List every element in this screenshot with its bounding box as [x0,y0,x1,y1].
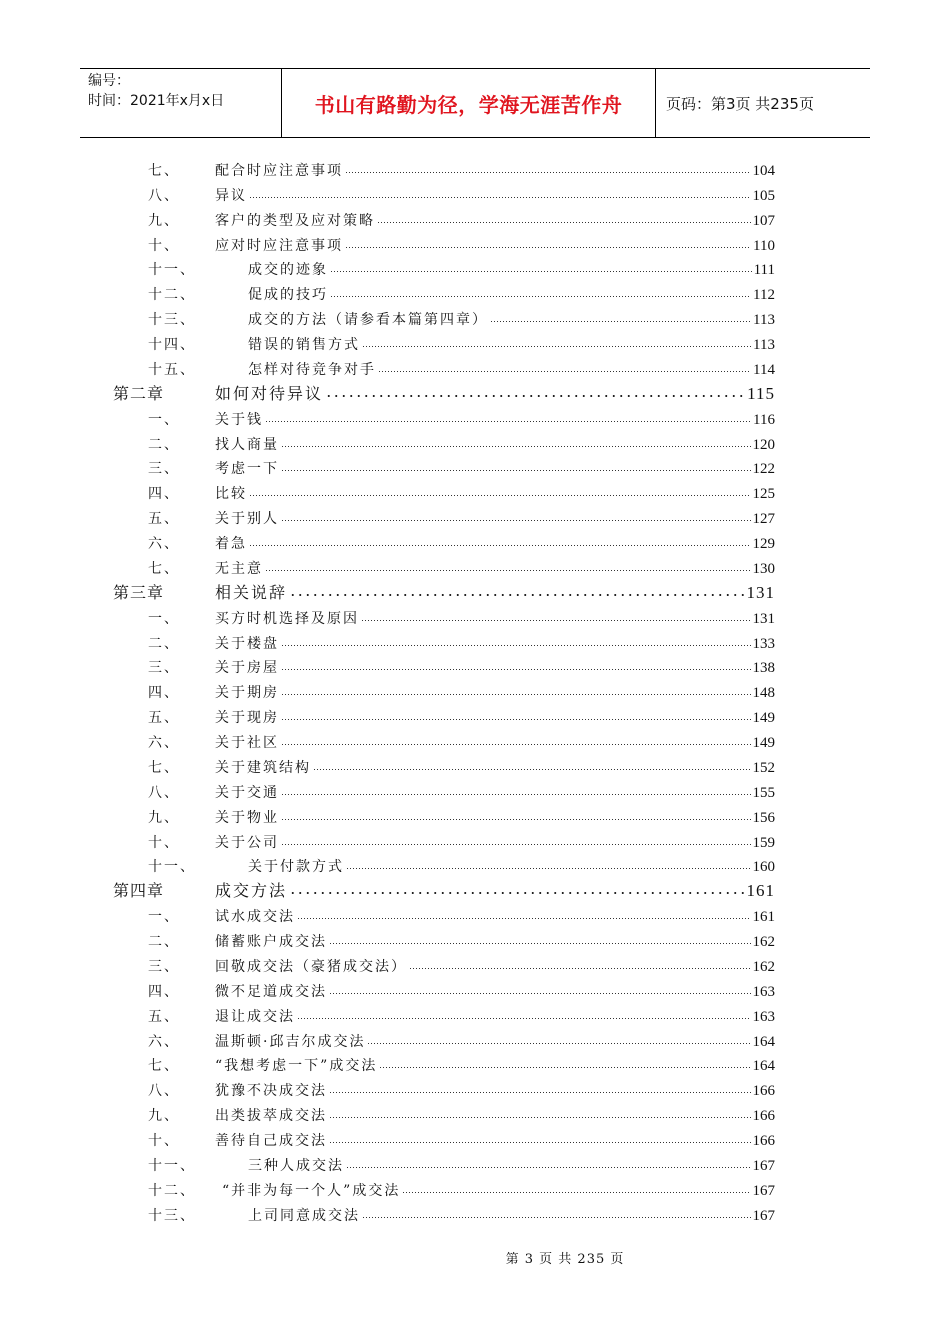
toc-leader-dots [379,1066,750,1069]
toc-leader-dots [281,843,751,846]
toc-number: 九、 [148,809,180,826]
toc-title: 如何对待异议 [215,383,324,403]
toc-leader-dots [362,1216,751,1219]
toc-row[interactable] [0,756,950,781]
toc-page-number: 115 [747,383,775,403]
toc-title: 着急 [215,536,247,552]
toc-chapter-row[interactable] [0,582,950,607]
toc-number: 七、 [148,1058,180,1075]
toc-page-number: 111 [753,262,775,279]
toc-leader-dots [281,519,751,522]
toc-page-number: 113 [753,312,775,329]
toc-number: 十、 [148,834,180,851]
toc-row[interactable] [0,1179,950,1204]
toc-title: 成交方法 [215,881,288,901]
toc-title: 找人商量 [215,436,279,453]
toc-row[interactable] [0,1005,950,1030]
toc-entry [215,381,775,404]
toc-page-number: 129 [752,536,775,552]
toc-page-number: 107 [752,212,775,229]
toc-title: 成交的方法（请参看本篇第四章） [248,312,488,329]
toc-number: 十三、 [148,1207,196,1224]
toc-number: 六、 [148,735,180,751]
toc-entry [215,878,775,901]
toc-page-number: 131 [746,582,775,602]
toc-title: 关于房屋 [215,660,279,677]
toc-page-number: 105 [752,187,775,204]
toc-entry [248,856,775,876]
time-label: 时间：2021年x月x日 [88,93,225,109]
toc-title: 关于付款方式 [248,859,344,876]
toc-entry [215,1055,775,1075]
toc-entry [215,782,775,802]
toc-title: 买方时机选择及原因 [215,610,359,627]
toc-title: 储蓄账户成交法 [215,934,327,950]
toc-title: 关于社区 [215,735,279,751]
toc-row[interactable] [0,333,950,358]
toc-page-number: 166 [752,1083,775,1100]
toc-number: 五、 [148,511,180,528]
toc-row[interactable] [0,358,950,383]
toc-page-number: 138 [752,660,775,677]
toc-row[interactable] [0,184,950,209]
header-meta [80,69,282,137]
toc-number: 一、 [148,909,180,926]
toc-page-number: 130 [752,560,775,577]
toc-number: 二、 [148,934,180,950]
toc-entry [215,906,775,926]
toc-number: 十五、 [148,361,196,378]
toc-chapter-row[interactable] [0,880,950,905]
toc-row[interactable] [0,955,950,980]
toc-row[interactable] [0,458,950,483]
toc-page-number: 127 [752,511,775,528]
toc-title: 配合时应注意事项 [215,162,343,179]
toc-leader-dots [329,1141,751,1144]
toc-number: 第二章 [113,383,165,403]
toc-entry [215,682,775,702]
toc-leader-dots [297,1017,751,1020]
toc-number: 十、 [148,237,180,254]
toc-number: 十、 [148,1133,180,1149]
toc-entry [215,1006,775,1026]
toc-leader-dots [249,544,751,547]
toc-page-number: 131 [752,610,775,627]
toc-title: 异议 [215,187,247,204]
toc-page-number: 156 [752,809,775,826]
toc-leader-dots [281,644,751,647]
toc-entry [215,533,775,553]
toc-leader-dots [345,246,751,249]
toc-page-number: 161 [746,881,775,901]
toc-row[interactable] [0,731,950,756]
toc-entry [215,185,775,205]
toc-title: 上司同意成交法 [248,1207,360,1224]
toc-page-number: 120 [752,436,775,453]
toc-number: 第三章 [113,582,165,602]
toc-number: 十二、 [148,1182,196,1199]
toc-page-number: 104 [752,162,775,179]
toc-leader-dots [265,569,751,572]
toc-title: 关于交通 [215,784,279,801]
toc-page-number: 164 [752,1033,775,1050]
toc-title: 关于楼盘 [215,635,279,652]
toc-title: “并非为每一个人”成交法 [222,1182,401,1199]
toc-row[interactable] [0,632,950,657]
toc-number: 八、 [148,1083,180,1100]
toc-chapter-row[interactable] [0,383,950,408]
toc-page-number: 162 [752,934,775,950]
toc-number: 十三、 [148,312,196,329]
toc-row[interactable] [0,681,950,706]
toc-row[interactable] [0,1055,950,1080]
header-page-info: 页码：第3页 共235页 [666,94,814,113]
toc-row[interactable] [0,408,950,433]
toc-entry [215,434,775,454]
toc-entry [215,832,775,852]
toc-entry [215,707,775,727]
toc-number: 一、 [148,610,180,627]
toc-row[interactable] [0,706,950,731]
toc-title: 关于公司 [215,834,279,851]
toc-title: 试水成交法 [215,909,295,926]
toc-row[interactable] [0,1079,950,1104]
toc-number: 四、 [148,685,180,702]
toc-entry [215,160,775,180]
toc-leader-dots [377,221,751,224]
toc-row[interactable] [0,1129,950,1154]
toc-entry [215,1080,775,1100]
toc-leader-dots [329,1116,751,1119]
toc-page-number: 162 [752,958,775,975]
toc-entry [215,657,775,677]
toc-row[interactable] [0,1104,950,1129]
toc-entry [215,981,775,1001]
toc-page-number: 152 [752,759,775,776]
toc-page-number: 164 [752,1058,775,1075]
toc-number: 六、 [148,1033,180,1050]
toc-leader-dots [249,196,751,199]
toc-leader-dots [281,445,751,448]
toc-entry [215,558,775,578]
toc-row[interactable] [0,1030,950,1055]
toc-leader-dots [289,593,744,597]
toc-entry [248,259,775,279]
toc-number: 五、 [148,1008,180,1025]
toc-page-number: 114 [753,361,775,378]
toc-number: 七、 [148,560,180,577]
toc-number: 十二、 [148,287,196,304]
toc-number: 八、 [148,784,180,801]
toc-entry [215,483,775,503]
toc-row[interactable] [0,930,950,955]
toc-number: 八、 [148,187,180,204]
toc-leader-dots [329,992,751,995]
toc-leader-dots [346,867,751,870]
toc-title: 比较 [215,486,247,503]
toc-entry [215,1130,775,1150]
toc-leader-dots [265,420,751,423]
toc-leader-dots [313,768,751,771]
toc-leader-dots [281,693,751,696]
toc-leader-dots [362,345,751,348]
toc-row[interactable] [0,482,950,507]
toc-page-number: 110 [753,237,775,254]
toc-title: 微不足道成交法 [215,983,327,1000]
toc-entry [215,458,775,478]
toc-page-number: 122 [752,461,775,478]
toc-page-number: 167 [752,1207,775,1224]
toc-title: 应对时应注意事项 [215,237,343,254]
page-header [80,68,870,138]
toc-title: “我想考虑一下”成交法 [215,1058,378,1075]
toc-row[interactable] [0,856,950,881]
toc-number: 三、 [148,461,180,478]
toc-row[interactable] [0,831,950,856]
toc-row[interactable] [0,905,950,930]
toc-page-number: 160 [752,859,775,876]
toc-entry [248,1155,775,1175]
toc-title: 关于期房 [215,685,279,702]
toc-number: 十一、 [148,262,196,279]
toc-row[interactable] [0,159,950,184]
toc-entry [215,409,775,429]
toc-row[interactable] [0,1204,950,1229]
toc-leader-dots [281,743,751,746]
toc-page-number: 148 [752,685,775,702]
toc-title: 出类拔萃成交法 [215,1108,327,1125]
toc-row[interactable] [0,209,950,234]
toc-leader-dots [329,942,751,945]
toc-number: 六、 [148,536,180,552]
toc-entry [215,508,775,528]
toc-title: 关于钱 [215,411,263,428]
toc-title: 考虑一下 [215,461,279,478]
toc-title: 错误的销售方式 [248,337,360,353]
toc-page-number: 166 [752,1133,775,1149]
toc-number: 第四章 [113,881,165,901]
toc-leader-dots [281,668,751,671]
toc-number: 十一、 [148,859,196,876]
toc-row[interactable] [0,308,950,333]
toc-title: 客户的类型及应对策略 [215,212,375,229]
toc-row[interactable] [0,259,950,284]
toc-row[interactable] [0,806,950,831]
toc-row[interactable] [0,557,950,582]
page-footer: 第 3 页 共 235 页 [505,1252,625,1267]
toc-leader-dots [367,1042,750,1045]
toc-row[interactable] [0,607,950,632]
toc-number: 三、 [148,958,180,975]
toc-number: 九、 [148,1108,180,1125]
toc-row[interactable] [0,781,950,806]
toc-number: 三、 [148,660,180,677]
toc-number: 四、 [148,486,180,503]
toc-title: 相关说辞 [215,582,288,602]
toc-number: 十一、 [148,1157,196,1174]
toc-page-number: 161 [752,909,775,926]
toc-title: 善待自己成交法 [215,1133,327,1149]
toc-leader-dots [297,917,751,920]
toc-entry [215,235,775,255]
toc-leader-dots [281,469,751,472]
toc-page-number: 113 [753,337,775,353]
toc-row[interactable] [0,980,950,1005]
toc-title: 犹豫不决成交法 [215,1083,327,1100]
toc-leader-dots [281,718,751,721]
toc-leader-dots [490,320,751,323]
toc-number: 十四、 [148,337,196,353]
toc-number: 九、 [148,212,180,229]
toc-entry [215,931,775,951]
toc-page-number: 166 [752,1108,775,1125]
toc-page-number: 163 [752,983,775,1000]
toc-page-number: 159 [752,834,775,851]
toc-entry [222,1180,775,1200]
toc-title: 促成的技巧 [248,287,328,304]
toc-entry [215,732,775,752]
toc-entry [248,359,775,379]
toc-entry [248,334,775,354]
code-label: 编号： [88,73,130,89]
toc-title: 关于现房 [215,710,279,727]
toc-leader-dots [361,619,751,622]
toc-number: 二、 [148,635,180,652]
toc-page-number: 163 [752,1008,775,1025]
toc-page-number: 149 [752,710,775,727]
toc-leader-dots [281,793,751,796]
toc-entry [248,309,775,329]
toc-number: 一、 [148,411,180,428]
toc-row[interactable] [0,283,950,308]
toc-title: 关于物业 [215,809,279,826]
toc-title: 无主意 [215,560,263,577]
toc-page-number: 167 [752,1157,775,1174]
toc-leader-dots [330,270,752,273]
toc-number: 七、 [148,162,180,179]
toc-title: 温斯顿·邱吉尔成交法 [215,1033,366,1050]
toc-leader-dots [325,394,745,398]
toc-row[interactable] [0,657,950,682]
toc-number: 七、 [148,759,180,776]
toc-title: 三种人成交法 [248,1157,344,1174]
toc-title: 怎样对待竞争对手 [248,361,376,378]
toc-number: 五、 [148,710,180,727]
toc-entry [215,210,775,230]
toc-entry [215,580,775,603]
toc-page-number: 167 [752,1182,775,1199]
toc-entry [215,633,775,653]
toc-leader-dots [289,891,744,895]
toc-leader-dots [345,171,751,174]
toc-title: 关于别人 [215,511,279,528]
toc-leader-dots [330,295,751,298]
toc-leader-dots [329,1091,751,1094]
toc-row[interactable] [0,433,950,458]
toc-page-number: 149 [752,735,775,751]
toc-entry [215,807,775,827]
header-motto: 书山有路勤为径，学海无涯苦作舟 [282,69,656,137]
toc-page-number: 133 [752,635,775,652]
toc-leader-dots [378,370,751,373]
toc-page-number: 125 [752,486,775,503]
toc-entry [215,1031,775,1051]
table-of-contents [0,159,950,1229]
toc-entry [215,1105,775,1125]
toc-title: 回敬成交法（豪猪成交法） [215,958,407,975]
toc-leader-dots [281,818,751,821]
toc-entry [215,608,775,628]
toc-entry [248,284,775,304]
toc-row[interactable] [0,532,950,557]
toc-leader-dots [346,1166,751,1169]
toc-entry [215,757,775,777]
toc-number: 二、 [148,436,180,453]
toc-page-number: 116 [753,411,775,428]
toc-leader-dots [249,494,751,497]
toc-title: 关于建筑结构 [215,759,311,776]
toc-page-number: 155 [752,784,775,801]
toc-number: 四、 [148,983,180,1000]
toc-title: 成交的迹象 [248,262,328,279]
toc-leader-dots [402,1191,750,1194]
toc-entry [248,1205,775,1225]
toc-title: 退让成交法 [215,1008,295,1025]
toc-leader-dots [409,967,751,970]
toc-row[interactable] [0,507,950,532]
toc-row[interactable] [0,1154,950,1179]
toc-row[interactable] [0,234,950,259]
toc-page-number: 112 [753,287,775,304]
toc-entry [215,956,775,976]
